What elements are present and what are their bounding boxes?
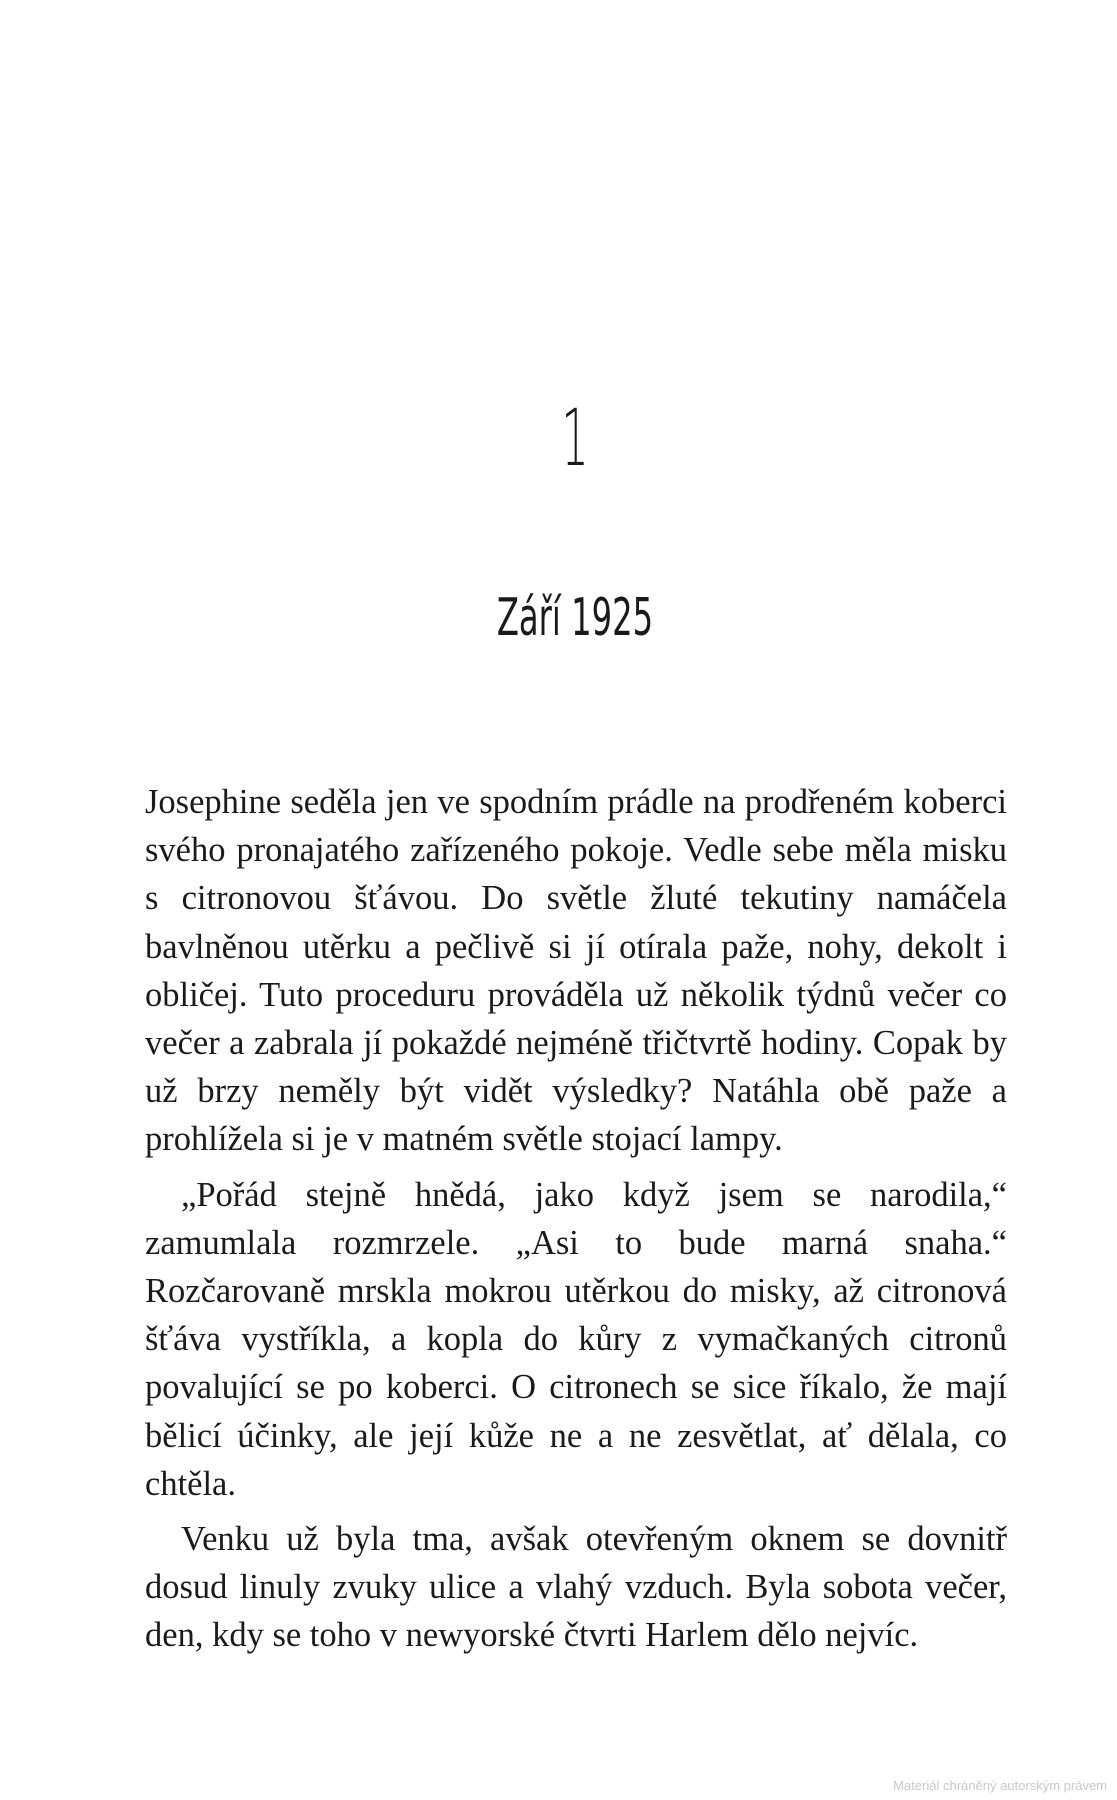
chapter-body: [145, 778, 1007, 1667]
copyright-watermark: Materiál chráněný autorským právem: [893, 1778, 1107, 1793]
paragraph: Josephine seděla jen ve spodním prádle na prodřeném koberci svého pronajatého zařízeného pokoje. Vedle sebe měla misku s citronovou šťávou. Do světle žluté tekutiny namáčela bavlněnou utěrku a pečlivě si jí otírala paže, nohy, dekolt i obličej. Tuto proceduru prováděla už několik týdnů večer co večer a zabrala jí pokaždé nejméně třičtvrtě hodiny. Copak by už brzy neměly být vidět výsledky? Natáhla obě paže a prohlížela si je v matném světle stojací lampy.: [145, 783, 1007, 1159]
chapter-title: Září 1925: [496, 588, 654, 648]
chapter-number: 1: [561, 394, 589, 484]
paragraph: Venku už byla tma, avšak otevřeným oknem se dovnitř dosud linuly zvuky ulice a vlahý vzduch. Byla sobota večer, den, kdy se toho v newyorské čtvrti Harlem dělo nejvíc.: [145, 1520, 1007, 1655]
paragraph: „Pořád stejně hnědá, jako když jsem se narodila,“ zamumlala rozmrzele. „Asi to bude marná snaha.“ Rozčarovaně mrskla mokrou utěrkou do misky, až citronová šťáva vystříkla, a kopla do kůry z vymačkaných citronů povalující se po koberci. O citronech se sice říkalo, že mají bělicí účinky, ale její kůže ne a ne zesvětlat, ať dělala, co chtěla.: [145, 1175, 1007, 1503]
